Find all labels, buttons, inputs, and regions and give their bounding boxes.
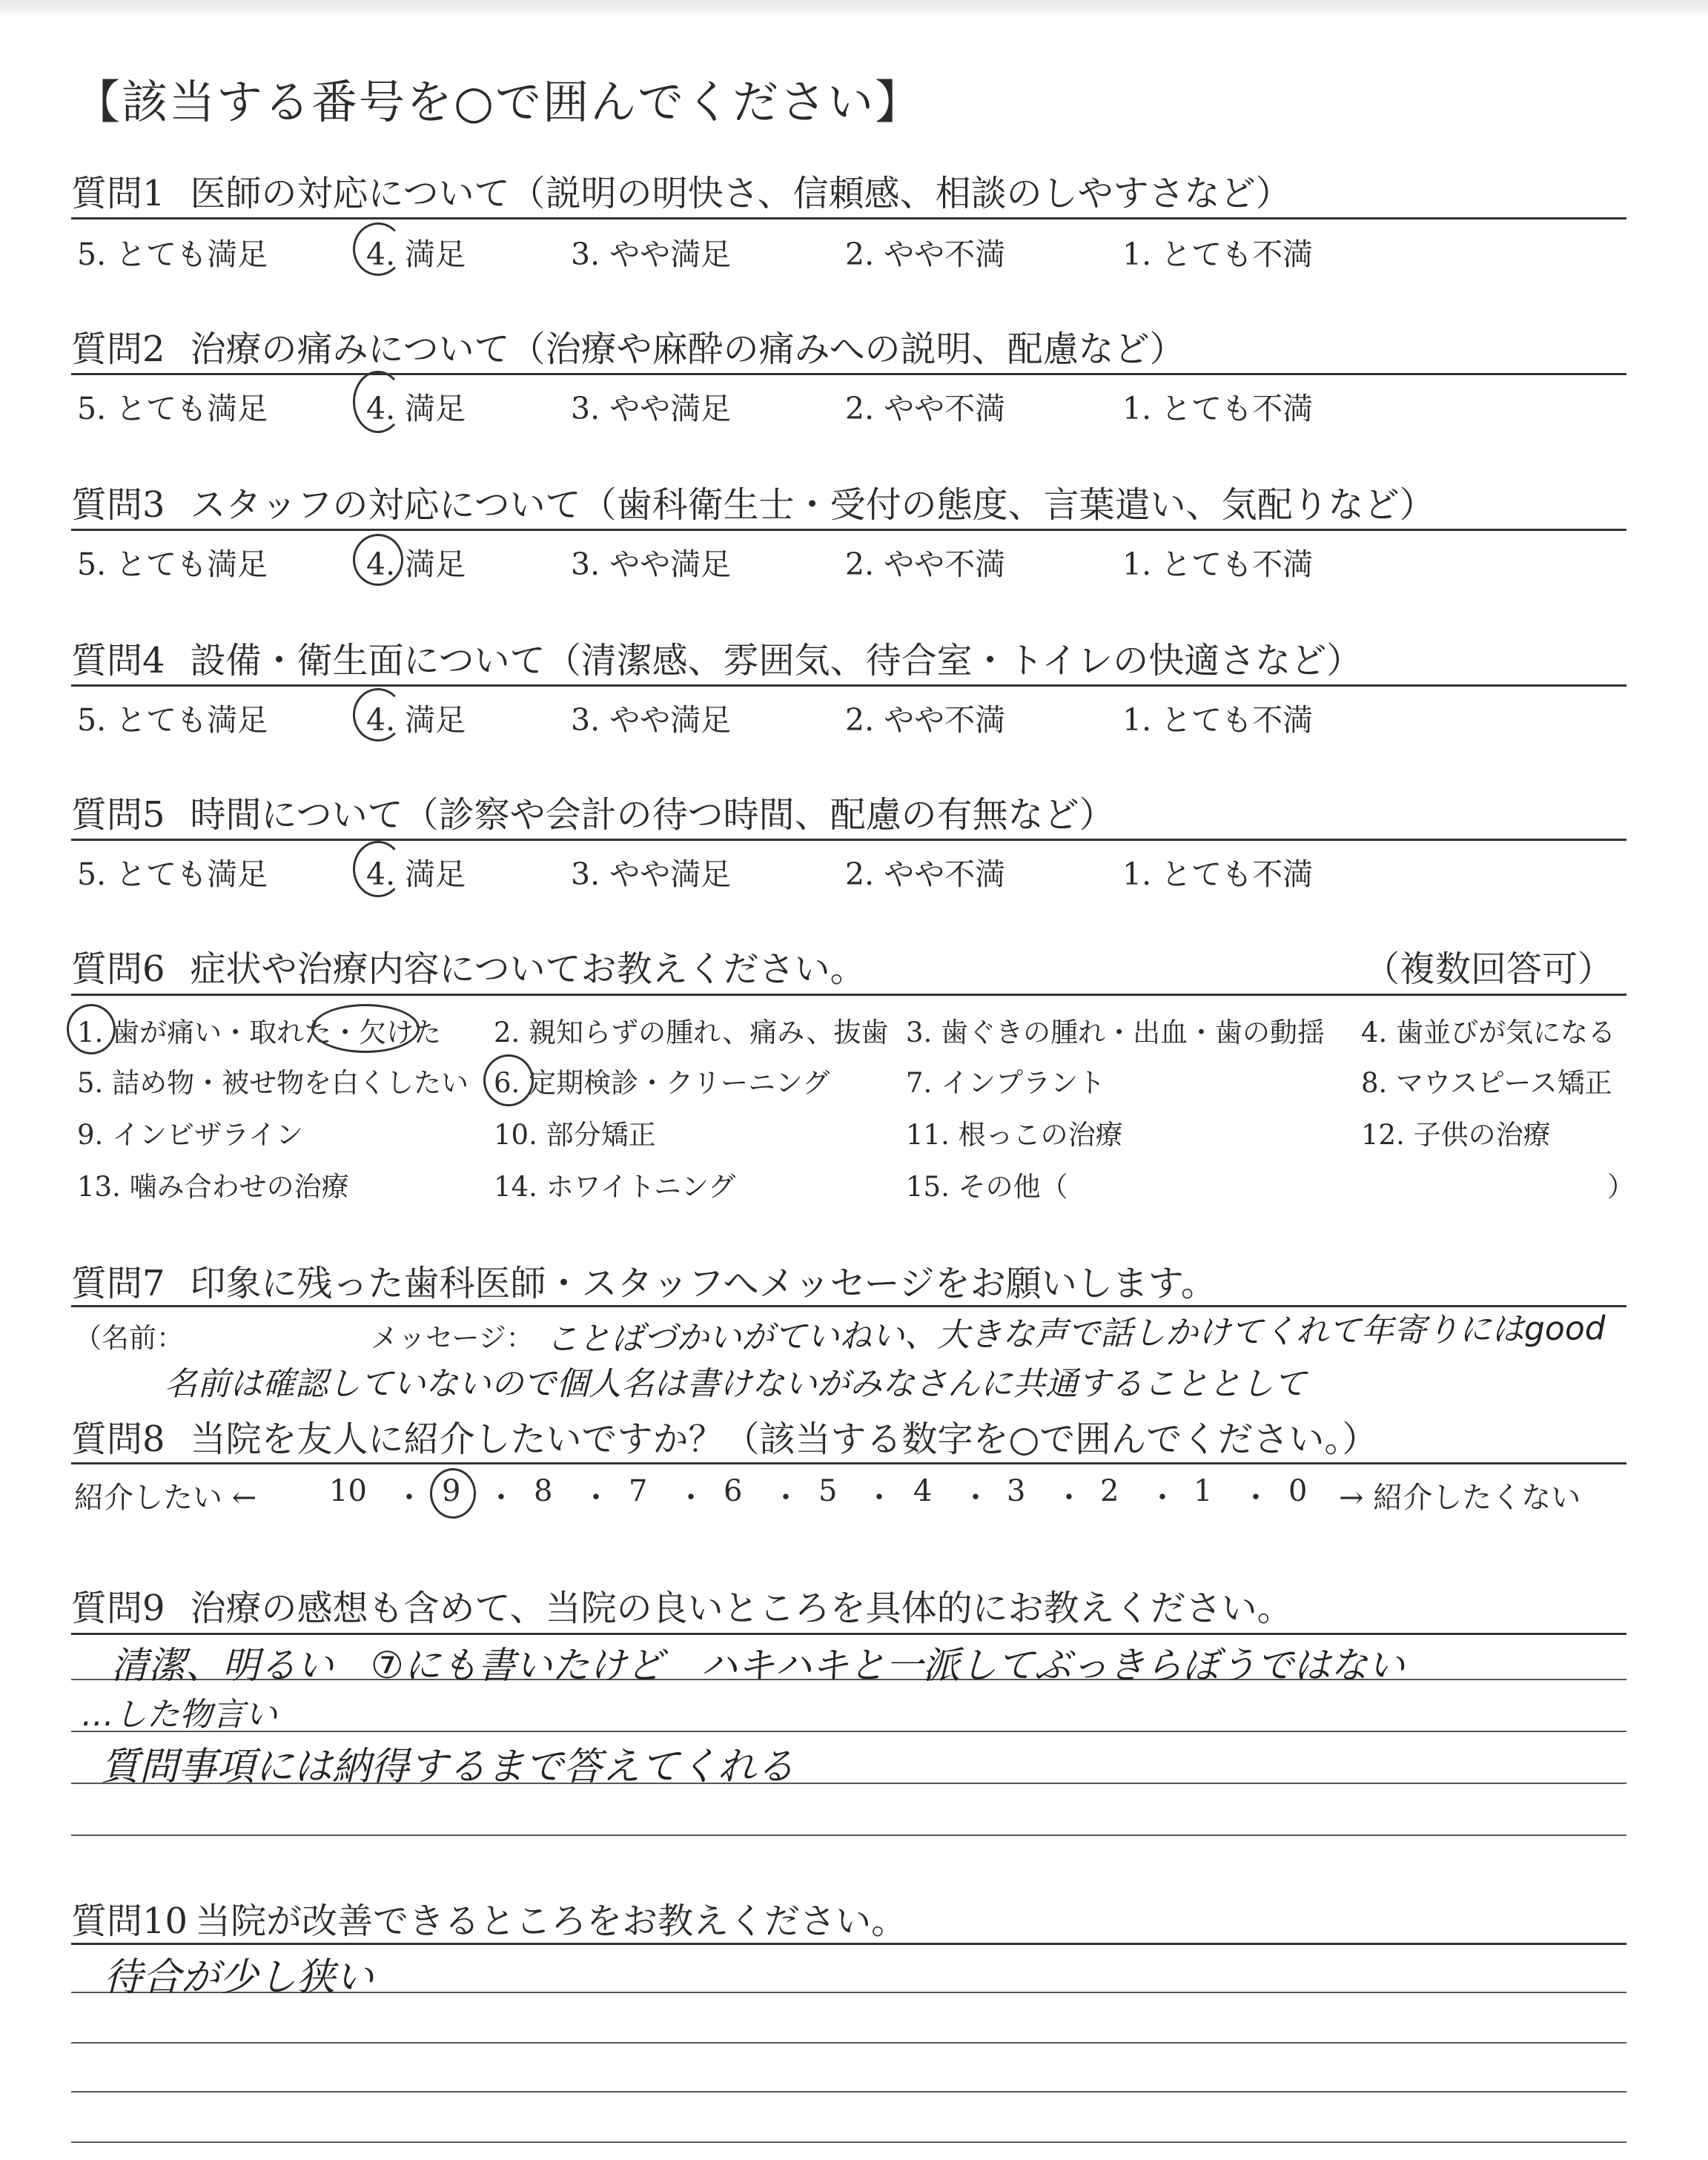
q1-text: 医師の対応について（説明の明快さ、信頼感、相談のしやすさなど） [190,173,1291,214]
q9-handwritten-2: …した物言い [82,1696,277,1734]
q6-item-15[interactable]: 15. その他（ [906,1171,1068,1203]
q8-text: 当院を友人に紹介したいですか？（該当する数字を○で囲んでください。） [190,1418,1378,1460]
q6-item-2[interactable]: 2. 親知らずの腫れ、痛み、抜歯 [494,1017,889,1048]
q5-text: 時間について（診察や会計の待つ時間、配慮の有無など） [190,794,1115,836]
q6-text: 症状や治療内容についてお教えください。 [190,948,866,990]
q4-selected-circle [353,688,403,742]
q6-number: 質問6 [71,948,165,990]
q6-item-11[interactable]: 11. 根っこの治療 [906,1119,1123,1151]
page-title: 【該当する番号を○で囲んでください】 [74,75,923,129]
q8-right-label: → 紹介したくない [1339,1481,1581,1515]
q7-name-label: （名前： [74,1322,184,1354]
q9-handwritten-1: 清潔、明るい ⑦にも書いたけど ハキハキと一派してぶっきらぼうではない [111,1644,1405,1687]
q9-text: 治療の感想も含めて、当院の良いところを具体的にお教えください。 [190,1588,1293,1629]
q6-item-5[interactable]: 5. 詰め物・被せ物を白くしたい [77,1067,469,1099]
q5-option-3[interactable]: 3. やや満足 [571,856,732,892]
q7-heading [71,1255,1217,1306]
q1-selected-circle [353,222,403,276]
q3-rule [71,529,1626,531]
q10-line-4 [71,2141,1626,2143]
q8-scale-4[interactable]: 4 [913,1474,933,1508]
q1-option-4[interactable]: 4. 満足 [366,237,466,272]
q8-scale-1[interactable]: 1 [1194,1474,1213,1508]
q2-heading [71,320,1185,371]
q2-number: 質問2 [71,328,165,370]
q8-dot: ・ [1148,1481,1177,1515]
q8-scale-7[interactable]: 7 [629,1474,648,1508]
q3-heading [71,476,1435,527]
q8-dot: ・ [1054,1481,1084,1515]
q4-number: 質問4 [71,640,165,681]
q9-line-4 [71,1834,1626,1836]
q10-handwritten-1: 待合が少し狭い [104,1955,374,2000]
q8-heading [71,1410,1377,1462]
q9-rule [71,1633,1626,1635]
q8-scale-5[interactable]: 5 [818,1474,838,1508]
q3-number: 質問3 [71,484,165,526]
q5-rule [71,839,1626,841]
q3-text: スタッフの対応について（歯科衛生士・受付の態度、言葉遣い、気配りなど） [190,484,1435,526]
q8-scale-8[interactable]: 8 [534,1474,553,1508]
q1-heading [71,165,1291,216]
q6-item-7[interactable]: 7. インプラント [906,1067,1106,1099]
q8-scale-0[interactable]: 0 [1288,1474,1308,1508]
q1-option-1[interactable]: 1. とても不満 [1122,237,1314,272]
q7-message-label: メッセージ： [371,1322,534,1354]
q1-number: 質問1 [71,173,165,214]
q4-option-4[interactable]: 4. 満足 [366,702,466,738]
q8-scale-10[interactable]: 10 [329,1474,367,1508]
q6-item-8[interactable]: 8. マウスピース矯正 [1361,1067,1612,1099]
q8-scale-3[interactable]: 3 [1007,1474,1026,1508]
q9-number: 質問9 [71,1588,165,1629]
q8-dot: ・ [1241,1481,1271,1515]
q2-text: 治療の痛みについて（治療や麻酔の痛みへの説明、配慮など） [190,328,1185,370]
q4-rule [71,684,1626,687]
q10-rule [71,1943,1626,1945]
q8-scale-6[interactable]: 6 [724,1474,743,1508]
q8-dot: ・ [486,1481,516,1515]
q3-option-5[interactable]: 5. とても満足 [77,546,268,582]
q8-dot: ・ [961,1481,990,1515]
q2-option-1[interactable]: 1. とても不満 [1122,391,1314,426]
q8-left-label: 紹介したい ← [74,1481,257,1515]
q3-option-3[interactable]: 3. やや満足 [571,546,732,582]
q6-item-1-circle [67,1004,116,1054]
q5-number: 質問5 [71,794,165,836]
q6-item-13[interactable]: 13. 噛み合わせの治療 [77,1171,349,1203]
q4-option-2[interactable]: 2. やや不満 [845,702,1006,738]
q6-item-12[interactable]: 12. 子供の治療 [1361,1119,1551,1151]
q8-selected-circle [430,1468,476,1519]
q5-option-5[interactable]: 5. とても満足 [77,856,268,892]
q2-option-2[interactable]: 2. やや不満 [845,391,1006,426]
q8-dot: ・ [864,1481,894,1515]
q6-heading [71,940,866,991]
q6-item-14[interactable]: 14. ホワイトニング [494,1171,736,1203]
q1-option-3[interactable]: 3. やや満足 [571,237,732,272]
q8-scale-2[interactable]: 2 [1100,1474,1119,1508]
q6-item-6-circle [483,1054,534,1106]
q9-handwritten-3: 質問事項には納得するまで答えてくれる [101,1745,795,1789]
q3-option-1[interactable]: 1. とても不満 [1122,546,1314,582]
q5-option-4[interactable]: 4. 満足 [366,856,466,892]
q10-heading [71,1892,907,1943]
q9-line-2 [71,1731,1626,1732]
q10-text: 当院が改善できるところをお教えください。 [195,1900,907,1942]
q6-note: （複数回答可） [1364,948,1614,990]
q7-number: 質問7 [71,1263,165,1304]
q2-option-3[interactable]: 3. やや満足 [571,391,732,426]
q6-item-3[interactable]: 3. 歯ぐきの腫れ・出血・歯の動揺 [906,1017,1325,1048]
q4-option-1[interactable]: 1. とても不満 [1122,702,1314,738]
q7-handwritten-message-1: ことばづかいがていねい、大きな声で話しかけてくれて年寄りにはgood [545,1309,1606,1358]
q1-option-5[interactable]: 5. とても満足 [77,237,268,272]
q5-option-1[interactable]: 1. とても不満 [1122,856,1314,892]
q5-option-2[interactable]: 2. やや不満 [845,856,1006,892]
q4-option-3[interactable]: 3. やや満足 [571,702,732,738]
q10-line-2 [71,2042,1626,2044]
q8-dot: ・ [581,1481,611,1515]
q8-scale-9[interactable]: 9 [442,1474,461,1508]
q6-item-4[interactable]: 4. 歯並びが気になる [1361,1017,1616,1048]
q8-dot: ・ [771,1481,801,1515]
q4-heading [71,632,1362,683]
q6-rule [71,994,1626,996]
q2-option-4[interactable]: 4. 満足 [366,391,466,426]
q10-number: 質問10 [71,1900,188,1942]
q6-kaketa-circle [311,1004,420,1053]
q5-heading [71,786,1115,837]
q2-selected-circle [353,371,403,433]
q4-text: 設備・衛生面について（清潔感、雰囲気、待合室・トイレの快適さなど） [190,640,1363,681]
q2-rule [71,373,1626,375]
q9-heading [71,1579,1293,1631]
q6-item-6[interactable]: 6. 定期検診・クリーニング [494,1067,830,1099]
q1-rule [71,217,1626,219]
q8-dot: ・ [394,1481,424,1515]
q3-option-4[interactable]: 4. 満足 [366,546,466,582]
q6-item-9[interactable]: 9. インビザライン [77,1119,303,1151]
q8-dot: ・ [676,1481,706,1515]
q2-option-5[interactable]: 5. とても満足 [77,391,268,426]
q6-item-15-close: ） [1607,1171,1635,1203]
q6-item-10[interactable]: 10. 部分矯正 [494,1119,656,1151]
q4-option-5[interactable]: 5. とても満足 [77,702,268,738]
q7-text: 印象に残った歯科医師・スタッフへメッセージをお願いします。 [190,1263,1217,1304]
q7-handwritten-message-2: 名前は確認していないので個人名は書けないがみなさんに共通することとして [165,1365,1306,1403]
q1-option-2[interactable]: 2. やや不満 [845,237,1006,272]
q5-selected-circle [353,841,403,897]
q3-option-2[interactable]: 2. やや不満 [845,546,1006,582]
q8-number: 質問8 [71,1418,165,1460]
q8-rule [71,1462,1626,1464]
q3-selected-circle [353,534,403,586]
q10-line-3 [71,2091,1626,2093]
q6-item-1[interactable]: 1. 歯が痛い・取れた・欠けた [77,1017,442,1048]
